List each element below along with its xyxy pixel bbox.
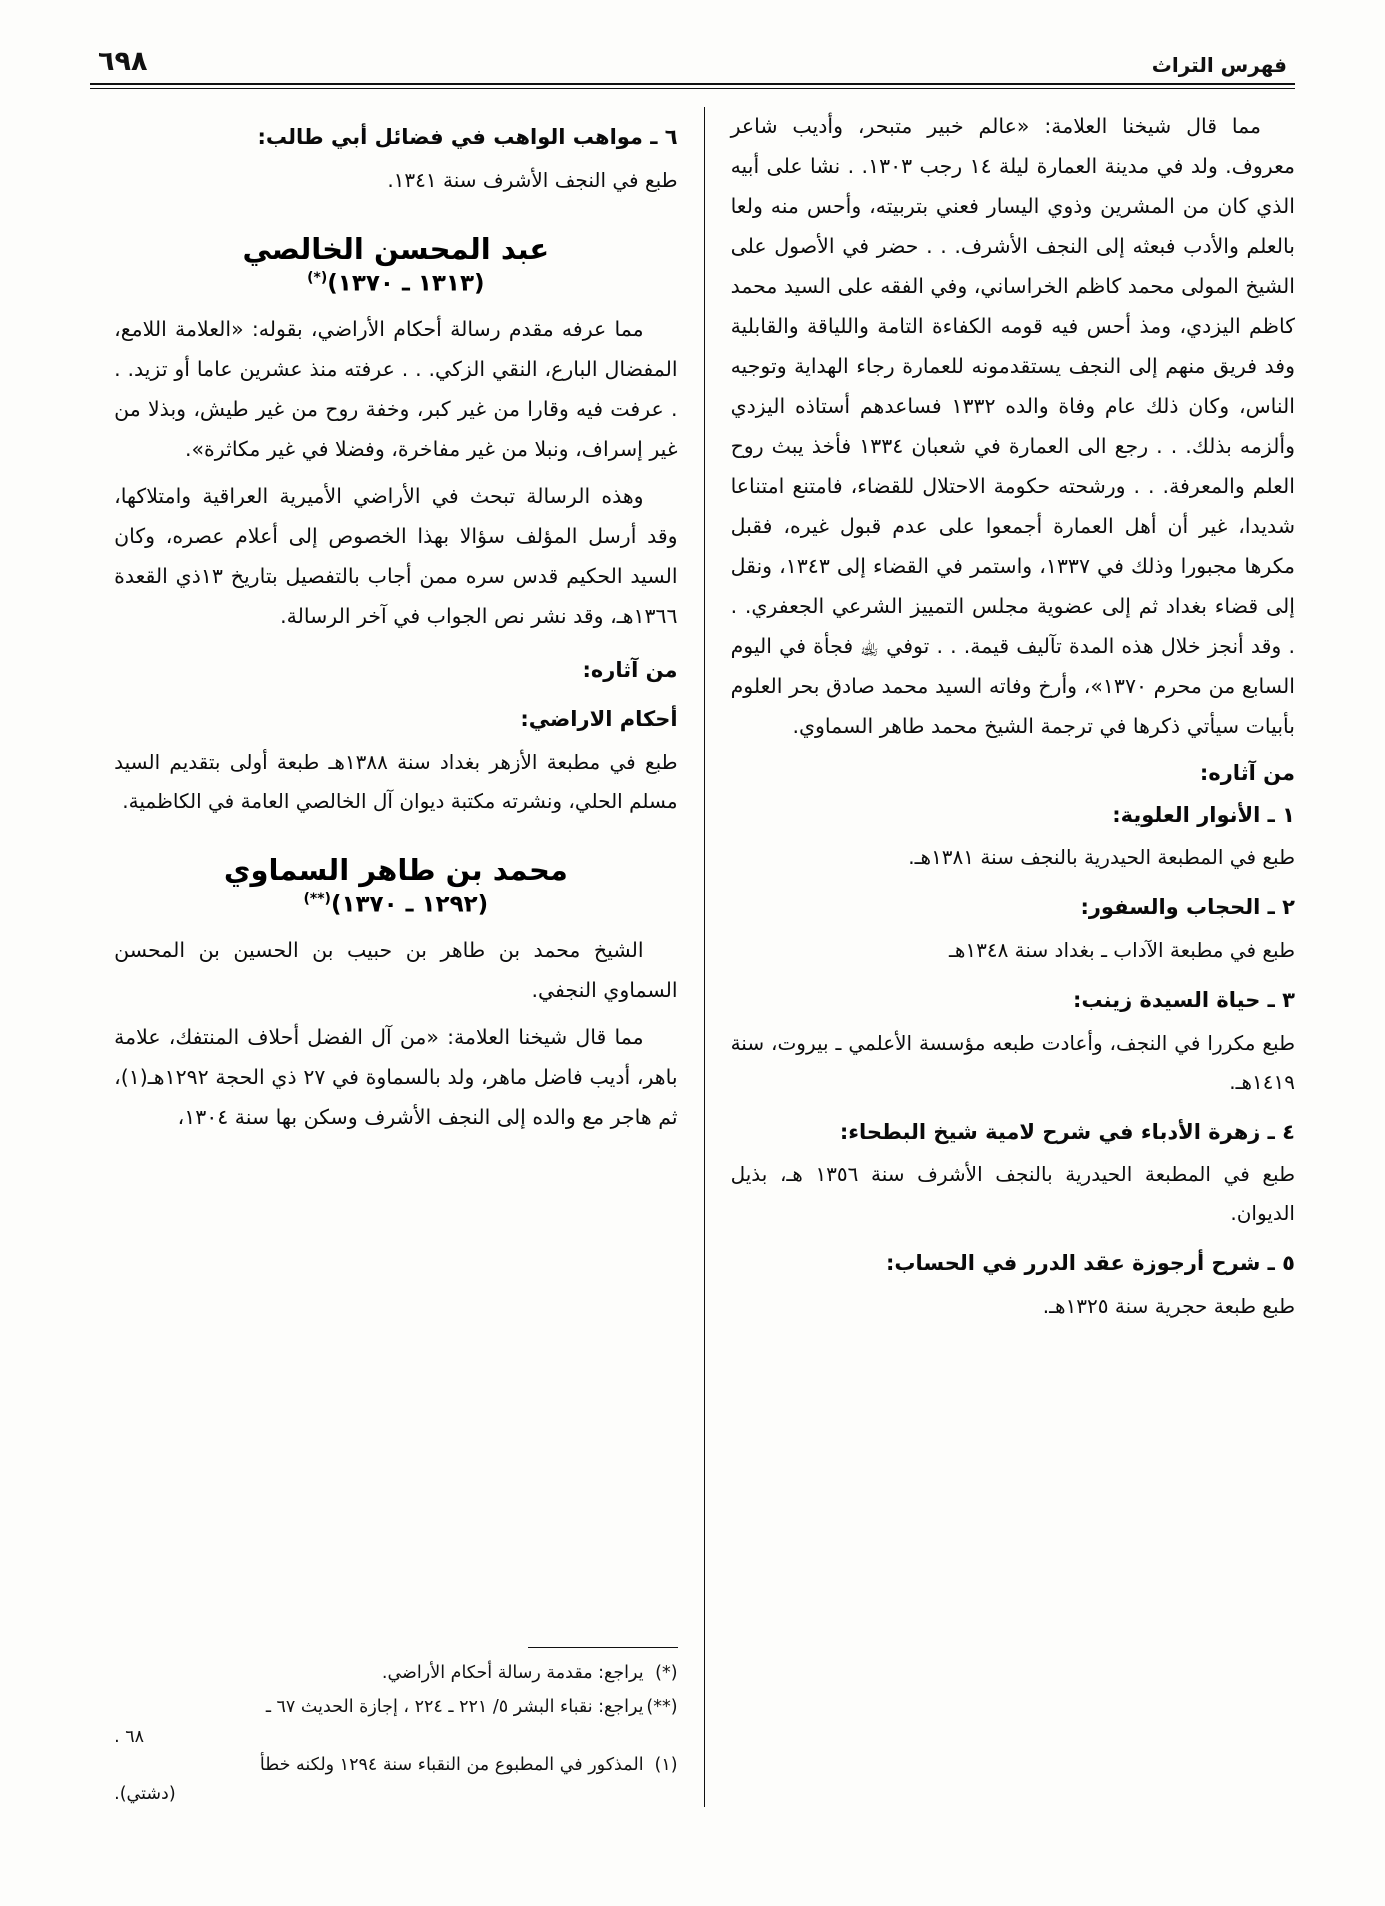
footnote-marker: (*) bbox=[655, 1662, 678, 1683]
paragraph: مما قال شيخنا العلامة: «من آل الفضل أحلاف المنتفك، علامة باهر، أديب فاضل ماهر، ولد بالسماوة في ٢٧ ذي الحجة ١٢٩٢هـ(١)، ثم هاجر مع والده إلى النجف الأشرف وسكن بها سنة ١٣٠٤، bbox=[114, 1025, 678, 1130]
footnotes bbox=[114, 1647, 677, 1808]
paragraph: وهذه الرسالة تبحث في الأراضي الأميرية العراقية وامتلاكها، وقد أرسل المؤلف سؤالا بهذا الخصوص إلى أعلام عصره، وكان السيد الحكيم قدس سره ممن أجاب بالتفصيل بتاريخ ١٣ذي القعدة ١٣٦٦هـ، وقد نشر نص الجواب في آخر الرسالة. bbox=[114, 484, 678, 629]
works-heading: من آثاره: bbox=[1199, 760, 1295, 785]
footnote-text: يراجع: مقدمة رسالة أحكام الأراضي. bbox=[381, 1662, 644, 1683]
work-title: ٤ ـ زهرة الأدباء في شرح لامية شيخ البطحاء: bbox=[839, 1119, 1295, 1144]
entry-name: محمد بن طاهر السماوي bbox=[223, 852, 568, 887]
header-rule-top bbox=[90, 83, 1295, 85]
work-description: طبع في النجف الأشرف سنة ١٣٤١. bbox=[387, 167, 678, 192]
work-title: ٣ ـ حياة السيدة زينب: bbox=[1073, 987, 1295, 1012]
work-description: طبع طبعة حجرية سنة ١٣٢٥هـ. bbox=[1042, 1293, 1295, 1318]
entry-footnote-marker: (**) bbox=[303, 890, 331, 907]
footnote-marker: (١) bbox=[654, 1754, 678, 1775]
works-heading: من آثاره: bbox=[582, 658, 678, 683]
work-description: طبع في مطبعة الآداب ـ بغداد سنة ١٣٤٨هـ bbox=[948, 937, 1295, 962]
entry-footnote-marker: (*) bbox=[307, 269, 328, 286]
work-title: ٥ ـ شرح أرجوزة عقد الدرر في الحساب: bbox=[885, 1251, 1295, 1276]
work-description: طبع في مطبعة الأزهر بغداد سنة ١٣٨٨هـ طبعة أولى بتقديم السيد مسلم الحلي، ونشرته مكتبة ديوان آل الخالصي العامة في الكاظمية. bbox=[114, 749, 678, 813]
entry-name: عبد المحسن الخالصي bbox=[242, 231, 550, 266]
work-description: طبع في المطبعة الحيدرية بالنجف الأشرف سنة ١٣٥٦ هـ، بذيل الديوان. bbox=[730, 1162, 1295, 1226]
footnote bbox=[114, 1750, 677, 1782]
column-spacer bbox=[114, 1145, 677, 1636]
paragraph: مما عرفه مقدم رسالة أحكام الأراضي، بقوله: «العلامة اللامع، المفضال البارع، النقي الزكي. . . عرفته منذ عشرين عاما أو تزيد. . . عرفت فيه وقارا من غير كبر، وخفة روح من غير طيش، وبذلا من غير إسراف، ونبلا من غير مفاخرة، وفضلا في غير مكاثرة». bbox=[114, 317, 678, 462]
entry-dates bbox=[114, 270, 677, 297]
work-description: طبع في المطبعة الحيدرية بالنجف سنة ١٣٨١هـ. bbox=[908, 845, 1295, 870]
footnote-continuation: (دشتي). bbox=[114, 1784, 176, 1804]
work-description: طبع مكررا في النجف، وأعادت طبعه مؤسسة الأعلمي ـ بيروت، سنة ١٤١٩هـ. bbox=[730, 1030, 1295, 1094]
footnote-text: يراجع: نقباء البشر ٥/ ٢٢١ ـ ٢٢٤ ، إجازة الحديث ٦٧ ـ bbox=[265, 1697, 644, 1717]
paragraph: الشيخ محمد بن طاهر بن حبيب بن الحسين بن المحسن السماوي النجفي. bbox=[114, 938, 678, 1003]
footnote-marker: (**) bbox=[646, 1697, 678, 1717]
column-left bbox=[114, 107, 704, 1807]
header-rule-bottom bbox=[90, 88, 1295, 89]
footnote-continuation: ٦٨ . bbox=[114, 1726, 145, 1747]
footnote bbox=[114, 1658, 677, 1690]
footnote-text: المذكور في المطبوع من النقباء سنة ١٢٩٤ ولكنه خطأ bbox=[259, 1754, 644, 1775]
page-number: ٦٩٨ bbox=[98, 46, 148, 77]
work-title: ٢ ـ الحجاب والسفور: bbox=[1080, 895, 1295, 920]
work-title: ١ ـ الأنوار العلوية: bbox=[1112, 802, 1295, 827]
page-header bbox=[90, 46, 1295, 83]
paragraph: مما قال شيخنا العلامة: «عالم خبير متبحر، وأديب شاعر معروف. ولد في مدينة العمارة ليلة ١٤ رجب ١٣٠٣. . نشا على أبيه الذي كان من المشرين وذوي اليسار فعني بتربيته، وأحس منه ولعا بالعلم والأدب فبعثه إلى النجف الأشرف. . . حضر في الأصول على الشيخ المولى محمد كاظم الخراساني، وفي الفقه على السيد محمد كاظم اليزدي، ومذ أحس فيه قومه الكفاءة التامة واللياقة والقابلية وفد فريق منهم إلى النجف يستقدمونه للعمارة رجاء الهداية وتوجيه الناس، وكان ذلك عام وفاة والده ١٣٣٢ فساعدهم أستاذه اليزدي وألزمه بذلك. . . رجع الى العمارة في شعبان ١٣٣٤ فأخذ يبث روح العلم والمعرفة. . . ورشحته حكومة الاحتلال للقضاء، فامتنع امتناعا شديدا، غير أن أهل العمارة أجمعوا على عدم قبول غيره، فقبل مكرها مجبورا وذلك في ١٣٣٧، واستمر في القضاء إلى ١٣٤٣، ونقل إلى قضاء بغداد ثم إلى عضوية مجلس التمييز الشرعي الجعفري. . . وقد أنجز خلال هذه المدة تآليف قيمة. . . توفي ﵀ فجأة في اليوم السابع من محرم ١٣٧٠»، وأرخ وفاته السيد محمد صادق بحر العلوم بأبيات سيأتي ذكرها في ترجمة الشيخ محمد طاهر السماوي. bbox=[730, 114, 1295, 738]
running-head: فهرس التراث bbox=[1151, 53, 1287, 77]
entry-dates-text: (١٢٩٢ ـ ١٣٧٠) bbox=[330, 891, 489, 918]
column-right bbox=[705, 107, 1295, 1807]
footnote-rule bbox=[528, 1647, 678, 1648]
entry-dates-text: (١٣١٣ ـ ١٣٧٠) bbox=[327, 270, 485, 297]
entry-dates bbox=[114, 891, 677, 918]
two-column-body bbox=[90, 107, 1295, 1807]
footnote bbox=[114, 1692, 677, 1724]
work-title: أحكام الاراضي: bbox=[520, 707, 678, 732]
work-title: ٦ ـ مواهب الواهب في فضائل أبي طالب: bbox=[257, 125, 678, 149]
